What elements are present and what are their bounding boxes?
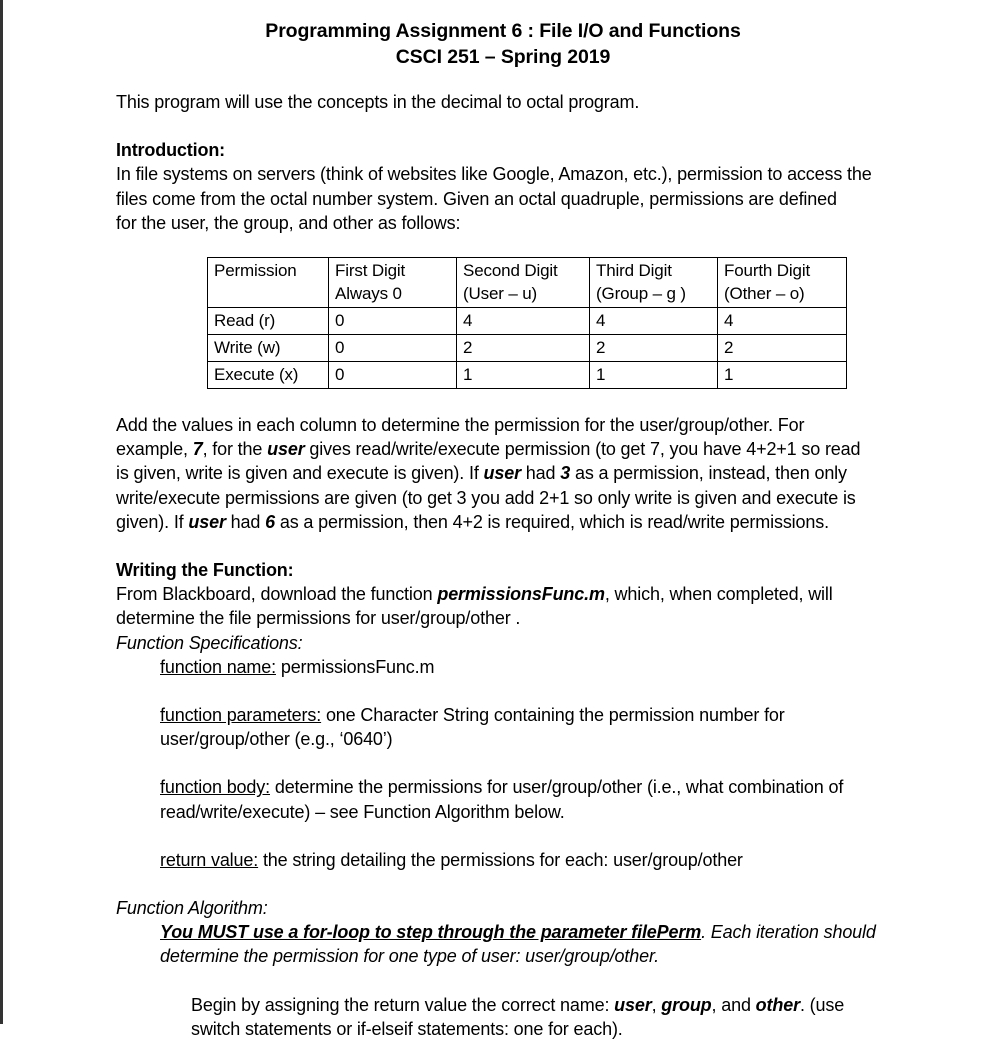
spec-value-function-body-line-1: determine the permissions for user/group/other (i.e., what combination of bbox=[269, 777, 844, 798]
emphasis-three: 3 bbox=[560, 463, 571, 484]
table-header-row bbox=[208, 258, 847, 308]
after-table-paragraph bbox=[116, 413, 890, 534]
table-cell-first-digit: 0 bbox=[329, 362, 457, 389]
table-row bbox=[208, 308, 847, 335]
spec-value-function-parameters-line-2: user/group/other (e.g., ‘0640’) bbox=[160, 729, 393, 750]
spacer bbox=[116, 872, 890, 896]
spec-function-parameters bbox=[160, 703, 890, 751]
after-table-line-3-part-b: had bbox=[520, 463, 561, 484]
table-cell-third-digit: 1 bbox=[590, 362, 718, 389]
table-cell-fourth-digit: 1 bbox=[718, 362, 847, 389]
table-row bbox=[208, 362, 847, 389]
after-table-line-2-part-c: gives read/write/execute permission (to get 7, you have 4+2+1 so read bbox=[304, 439, 861, 460]
begin-line-1-part-a: Begin by assigning the return value the correct name: bbox=[191, 994, 615, 1015]
writing-the-function-paragraph bbox=[116, 582, 890, 630]
after-table-line-5-part-b: had bbox=[225, 511, 266, 532]
after-table-line-3-part-c: as a permission, instead, then only bbox=[570, 463, 847, 484]
introduction-line-1: In file systems on servers (think of websites like Google, Amazon, etc.), permission to access the bbox=[116, 164, 872, 185]
spacer bbox=[116, 679, 890, 703]
wtf-line-1-part-b: , which, when completed, will bbox=[604, 584, 833, 605]
function-specifications-heading: Function Specifications: bbox=[116, 632, 303, 653]
table-cell-first-digit: 0 bbox=[329, 335, 457, 362]
emphasis-user: user bbox=[483, 463, 521, 484]
introduction-line-2: files come from the octal number system. Given an octal quadruple, permissions are defined bbox=[116, 188, 837, 209]
table-cell-permission-label: Write (w) bbox=[208, 335, 329, 362]
introduction-line-3: for the user, the group, and other as follows: bbox=[116, 212, 461, 233]
table-header-cell-fourth-digit: Fourth Digit (Other – o) bbox=[718, 258, 847, 308]
begin-line-2: switch statements or if-elseif statements: one for each). bbox=[191, 1018, 623, 1039]
emphasis-user: user bbox=[267, 439, 305, 460]
spec-label-function-body: function body: bbox=[160, 777, 270, 798]
spec-value-function-name: permissionsFunc.m bbox=[275, 656, 435, 677]
table-cell-second-digit: 4 bbox=[457, 308, 590, 335]
emphasis-user: user bbox=[614, 994, 652, 1015]
must-line-2: determine the permission for one type of user: user/group/other. bbox=[160, 946, 660, 967]
spec-function-name bbox=[160, 655, 890, 679]
spacer bbox=[116, 969, 890, 993]
function-algorithm-heading: Function Algorithm: bbox=[116, 898, 268, 919]
function-algorithm-begin-paragraph bbox=[191, 993, 890, 1041]
emphasis-seven: 7 bbox=[192, 439, 203, 460]
table-cell-fourth-digit: 4 bbox=[718, 308, 847, 335]
table-cell-permission-label: Read (r) bbox=[208, 308, 329, 335]
wtf-line-1-part-a: From Blackboard, download the function bbox=[116, 584, 438, 605]
spacer bbox=[116, 751, 890, 775]
spec-value-function-parameters-line-1: one Character String containing the permission number for bbox=[321, 705, 785, 726]
emphasis-permissions-func: permissionsFunc.m bbox=[437, 584, 605, 605]
table-row bbox=[208, 335, 847, 362]
after-table-line-5-part-a: given). If bbox=[116, 511, 189, 532]
table-header-cell-permission: Permission bbox=[208, 258, 329, 308]
table-cell-third-digit: 4 bbox=[590, 308, 718, 335]
intro-lead-paragraph: This program will use the concepts in the decimal to octal program. bbox=[116, 92, 640, 112]
emphasis-other: other bbox=[755, 994, 800, 1015]
table-cell-third-digit: 2 bbox=[590, 335, 718, 362]
table-cell-permission-label: Execute (x) bbox=[208, 362, 329, 389]
after-table-line-2-part-b: , for the bbox=[202, 439, 268, 460]
emphasis-user: user bbox=[188, 511, 226, 532]
page-title: Programming Assignment 6 : File I/O and Functions bbox=[265, 20, 741, 42]
table-cell-first-digit: 0 bbox=[329, 308, 457, 335]
spacer bbox=[116, 70, 890, 90]
function-algorithm-must-paragraph bbox=[160, 920, 890, 968]
spec-value-return-value: the string detailing the permissions for each: user/group/other bbox=[258, 849, 743, 870]
table-header-cell-third-digit: Third Digit (Group – g ) bbox=[590, 258, 718, 308]
spec-value-function-body-line-2: read/write/execute) – see Function Algorithm below. bbox=[160, 801, 565, 822]
introduction-paragraph bbox=[116, 162, 890, 235]
spec-label-function-name: function name: bbox=[160, 656, 276, 677]
table-cell-second-digit: 2 bbox=[457, 335, 590, 362]
spec-label-return-value: return value: bbox=[160, 849, 259, 870]
begin-line-1-part-b: , bbox=[651, 994, 662, 1015]
permissions-table-wrapper bbox=[207, 257, 890, 389]
after-table-line-4: write/execute permissions are given (to get 3 you add 2+1 so only write is given and execute is bbox=[116, 487, 856, 508]
emphasis-six: 6 bbox=[265, 511, 275, 532]
page-subtitle: CSCI 251 – Spring 2019 bbox=[395, 46, 611, 68]
table-cell-fourth-digit: 2 bbox=[718, 335, 847, 362]
introduction-heading: Introduction: bbox=[116, 140, 226, 161]
table-header-cell-second-digit: Second Digit (User – u) bbox=[457, 258, 590, 308]
emphasis-must-use-for-loop: You MUST use a for-loop to step through the parameter filePerm bbox=[160, 922, 702, 943]
spec-label-function-parameters: function parameters: bbox=[160, 705, 322, 726]
begin-line-1-part-d: . (use bbox=[799, 994, 845, 1015]
spacer bbox=[116, 389, 890, 413]
wtf-line-2: determine the file permissions for user/group/other . bbox=[116, 608, 521, 629]
after-table-line-5-part-c: as a permission, then 4+2 is required, which is read/write permissions. bbox=[274, 511, 829, 532]
spacer bbox=[116, 824, 890, 848]
permissions-table bbox=[207, 257, 847, 389]
spacer bbox=[116, 534, 890, 558]
after-table-line-1: Add the values in each column to determine the permission for the user/group/other. For bbox=[116, 415, 805, 436]
begin-line-1-part-c: , and bbox=[711, 994, 756, 1015]
after-table-line-3-part-a: is given, write is given and execute is given). If bbox=[116, 463, 484, 484]
spec-function-body bbox=[160, 775, 890, 823]
emphasis-group: group bbox=[661, 994, 712, 1015]
table-header-cell-first-digit: First Digit Always 0 bbox=[329, 258, 457, 308]
spec-return-value bbox=[160, 848, 890, 872]
after-table-line-2-part-a: example, bbox=[116, 439, 193, 460]
writing-the-function-heading: Writing the Function: bbox=[116, 560, 294, 581]
table-cell-second-digit: 1 bbox=[457, 362, 590, 389]
must-line-rest: . Each iteration should bbox=[701, 922, 876, 943]
spacer bbox=[116, 114, 890, 138]
